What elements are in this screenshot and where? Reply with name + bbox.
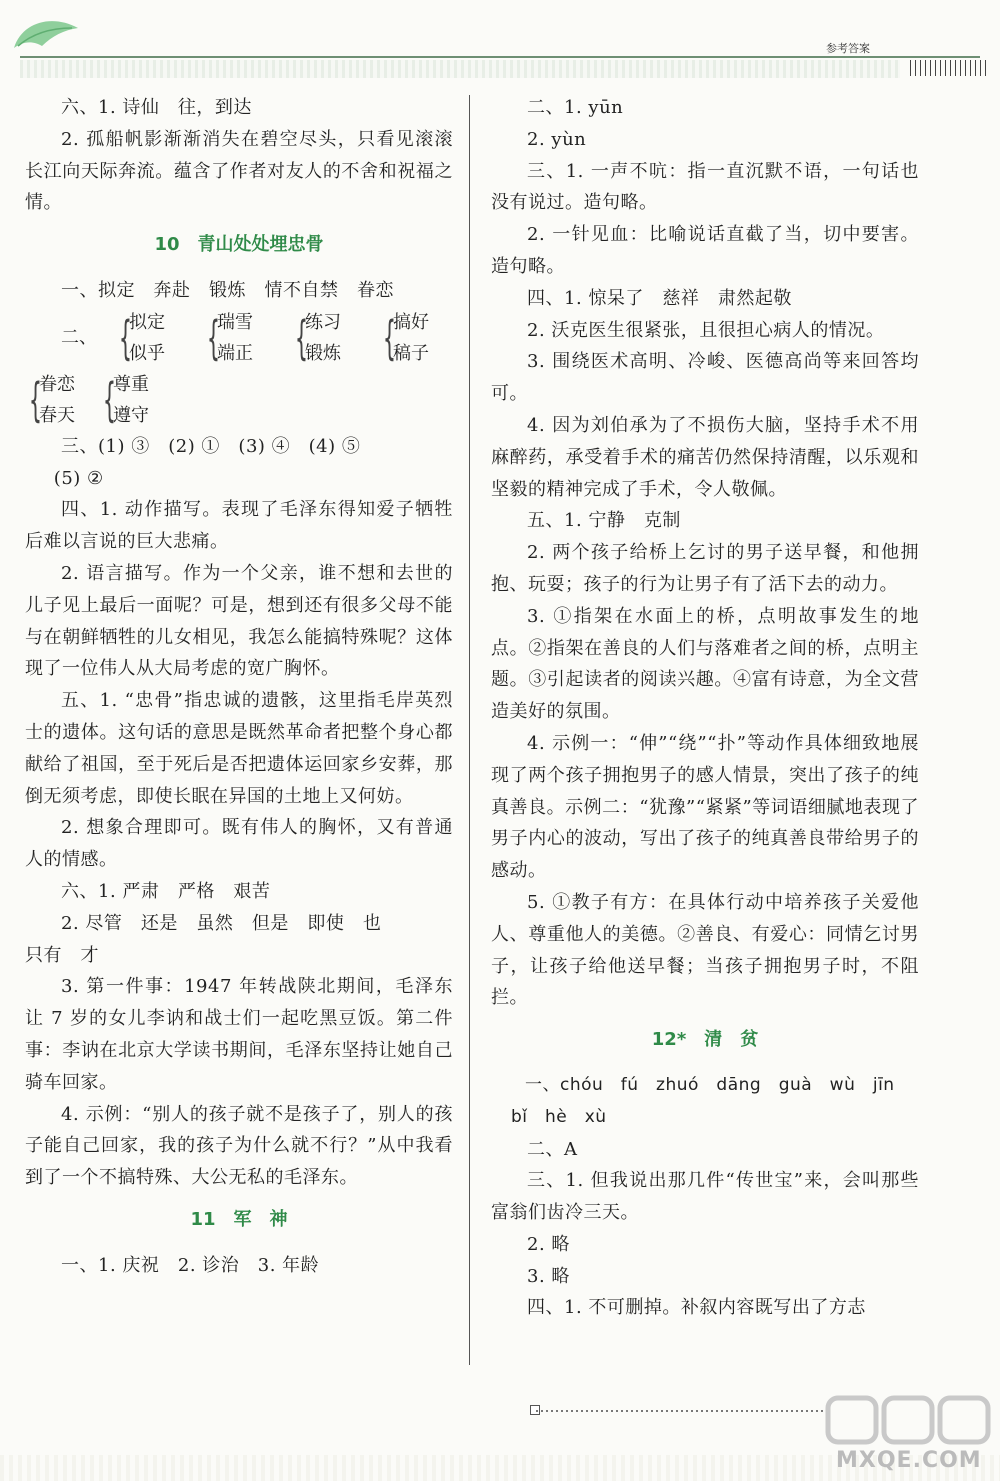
answer-paragraph: 2. 语言描写。作为一个父亲，谁不想和去世的儿子见上最后一面呢？可是，想到还有很多父母不能与在朝鲜牺牲的儿女相见，我怎么能搞特殊呢？这体现了一位伟人从大局考虑的宽广胸怀。 <box>25 562 453 680</box>
lesson-number: 11 <box>190 1208 216 1230</box>
answer-paragraph: 六、1. 诗仙 往，到达 <box>61 97 252 118</box>
page-header <box>0 0 1000 80</box>
answer-paragraph: 2. yùn <box>527 128 587 150</box>
answer-paragraph: 4. 示例一：“伸”“绕”“扑”等动作具体细致地展现了两个孩子拥抱男子的感人情景，突出了孩子的纯真善良。示例二：“犹豫”“紧紧”等词语细腻地表现了男子内心的波动，写出了孩子的纯真善良带给男子的感动。 <box>491 732 919 882</box>
lesson-number: 10 <box>154 234 180 256</box>
lesson-heading-10 <box>25 229 453 261</box>
answer-paragraph: 3. 第一件事：1947 年转战陕北期间，毛泽东让 7 岁的女儿李讷和战士们一起吃黑豆饭。第二件事：李讷在北京大学读书期间，毛泽东坚持让她自己骑车回家。 <box>25 976 453 1093</box>
answer-paragraph <box>491 92 919 124</box>
answer-paragraph: 5. ①教子有方：在具体行动中培养孩子关爱他人、尊重他人的美德。②善良、有爱心：同情乞讨男子，让孩子给他送早餐；当孩子拥抱男子时，不阻拦。 <box>491 891 919 1009</box>
word: 瑞雪 <box>217 311 253 333</box>
left-column <box>25 92 453 1282</box>
brace-icon: { <box>102 372 117 427</box>
word-pair <box>379 307 429 369</box>
answer-paragraph: 3. 略 <box>527 1265 570 1287</box>
word: 搞好 <box>393 311 429 333</box>
right-column <box>491 92 919 1324</box>
word-pair <box>115 307 165 369</box>
word: 稿子 <box>393 342 429 364</box>
answer-paragraph: 2. 想象合理即可。既有伟人的胸怀，又有普通人的情感。 <box>25 817 453 871</box>
answer-paragraph: 2. 孤船帆影渐渐消失在碧空尽头，只看见滚滚长江向天际奔流。蕴含了作者对友人的不舍和祝福之情。 <box>25 128 453 214</box>
brace-icon: { <box>206 310 221 365</box>
answer-paragraph: 三、1. 一声不吭：指一直沉默不语，一句话也没有说过。造句略。 <box>491 160 919 214</box>
footer-dotted-rule <box>536 1410 826 1412</box>
watermark-text: MXQE.COM <box>836 1448 982 1473</box>
brace-icon: { <box>28 372 43 427</box>
word-pair <box>291 307 341 369</box>
column-divider <box>469 95 470 1365</box>
word-pairs-row <box>25 307 453 369</box>
answer-paragraph: 一、拟定 奔赴 锻炼 情不自禁 眷恋 <box>61 279 394 301</box>
answer-paragraph: 4. 示例：“别人的孩子就不是孩子了，别人的孩子能自己回家，我的孩子为什么就不行？”从中我看到了一个不搞特殊、大公无私的毛泽东。 <box>25 1103 453 1189</box>
brace-icon: { <box>294 310 309 365</box>
brace-icon: { <box>118 310 133 365</box>
word: 拟定 <box>129 311 165 333</box>
leaf-logo-icon <box>12 14 82 54</box>
lesson-heading-12 <box>491 1024 919 1056</box>
answer-paragraph: 3. 围绕医术高明、冷峻、医德高尚等来回答均可。 <box>491 351 919 405</box>
header-bars-decoration <box>910 60 990 76</box>
answer-paragraph: 三、1. 但我说出那几件“传世宝”来，会叫那些富翁们齿冷三天。 <box>491 1170 919 1224</box>
word-pair <box>25 369 75 431</box>
answer-text: 二、1. yūn <box>527 97 624 118</box>
answer-paragraph: 一、1. 庆祝 2. 诊治 3. 年龄 <box>61 1254 320 1276</box>
lesson-title: 青山处处埋忠骨 <box>197 234 324 256</box>
answer-paragraph: 六、1. 严肃 严格 艰苦 <box>61 880 271 902</box>
pinyin-answer: 一、chóu fú zhuó dāng guà wù jīn <box>525 1074 895 1095</box>
lesson-title: 军 神 <box>233 1208 288 1230</box>
item-label: 二、 <box>61 326 97 348</box>
word: 遵守 <box>113 404 149 426</box>
answer-paragraph: 2. 两个孩子给桥上乞讨的男子送早餐，和他拥抱、玩耍；孩子的行为让男子有了活下去的动力。 <box>491 542 919 595</box>
lesson-title: 清 贫 <box>704 1029 759 1051</box>
word: 锻炼 <box>305 342 341 364</box>
word-pair <box>99 369 149 431</box>
answer-paragraph: 2. 略 <box>527 1233 570 1255</box>
answer-paragraph: 三、(1) ③ (2) ① (3) ④ (4) ⑤ <box>61 435 361 457</box>
word-pair <box>203 307 253 369</box>
answer-paragraph: 四、1. 惊呆了 慈祥 肃然起敬 <box>527 287 792 309</box>
header-rule <box>20 56 980 58</box>
pinyin-answer: bǐ hè xù <box>511 1106 607 1127</box>
answer-paragraph: (5) ② <box>53 467 104 489</box>
answer-paragraph: 五、1. 宁静 克制 <box>527 510 681 532</box>
header-texture <box>20 60 900 78</box>
lesson-number: 12* <box>651 1029 687 1051</box>
answer-paragraph: 四、1. 动作描写。表现了毛泽东得知爱子牺牲后难以言说的巨大悲痛。 <box>25 499 453 553</box>
answer-paragraph: 3. ①指架在水面上的桥，点明故事发生的地点。②指架在善良的人们与落难者之间的桥，点明主题。③引起读者的阅读兴趣。④富有诗意，为全文营造美好的氛围。 <box>491 605 919 723</box>
brace-icon: { <box>382 310 397 365</box>
answer-paragraph: 2. 沃克医生很紧张，且很担心病人的情况。 <box>527 319 885 341</box>
answer-paragraph: 2. 尽管 还是 虽然 但是 即使 也 <box>61 912 382 934</box>
word: 端正 <box>217 342 253 364</box>
word: 眷恋 <box>39 373 75 395</box>
header-label: 参考答案 <box>826 42 870 55</box>
answer-paragraph: 五、1. “忠骨”指忠诚的遗骸，这里指毛岸英烈士的遗体。这句话的意思是既然革命者把整个身心都献给了祖国，至于死后是否把遗体运回家乡安葬，那倒无须考虑，即使长眠在异国的土地上又何妨。 <box>25 690 453 807</box>
word: 似乎 <box>129 342 165 364</box>
word: 春天 <box>39 404 75 426</box>
answer-paragraph: 四、1. 不可删掉。补叙内容既写出了方志 <box>527 1297 866 1319</box>
answer-paragraph: 2. 一针见血：比喻说话直截了当，切中要害。造句略。 <box>491 224 919 277</box>
lesson-heading-11 <box>25 1204 453 1236</box>
word: 尊重 <box>113 373 149 395</box>
answer-paragraph: 4. 因为刘伯承为了不损伤大脑，坚持手术不用麻醉药，承受着手术的痛苦仍然保持清醒，以乐观和坚毅的精神完成了手术，令人敬佩。 <box>491 414 919 500</box>
answer-paragraph: 二、A <box>527 1138 578 1160</box>
answer-paragraph: 只有 才 <box>25 944 99 966</box>
word: 练习 <box>305 311 341 333</box>
word-pairs-row <box>25 369 453 431</box>
